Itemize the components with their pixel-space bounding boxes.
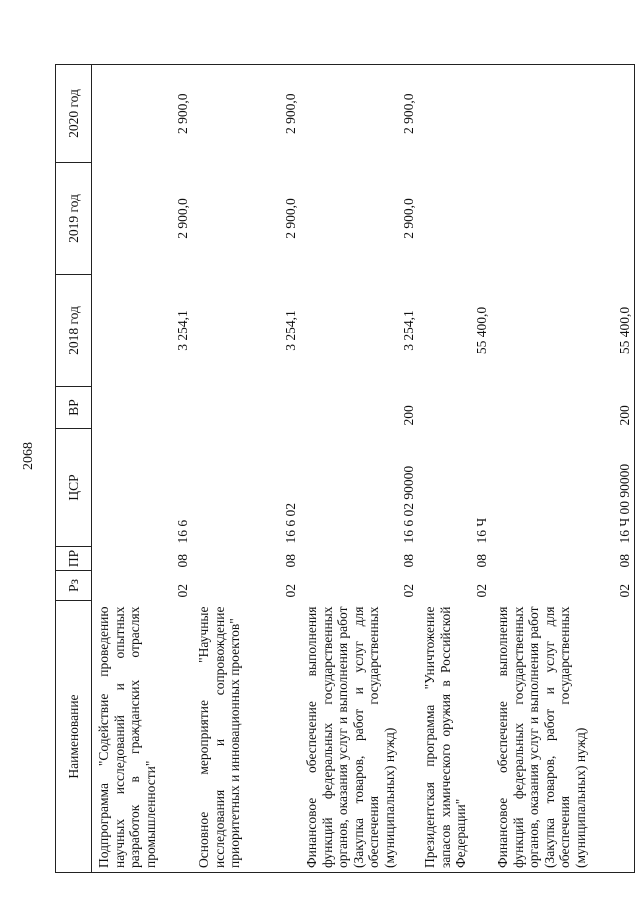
row-2018: 55 400,0 [473, 306, 489, 355]
header-name: Наименование [56, 601, 92, 873]
row-2019 [491, 163, 635, 275]
header-2018: 2018 год [56, 275, 92, 387]
row-name: Финансовое обеспечение выполнения функций федеральных государственных органов, оказания услуг и выполнения работ (Закупка товаров, работ и услуг для обеспечения государственных (муниципальных) нужд) [300, 601, 418, 873]
row-2019: 2 900,0 [174, 198, 190, 239]
row-2018: 3 254,1 [400, 310, 416, 351]
row-2019 [418, 163, 491, 275]
row-rz: 02 [174, 584, 190, 598]
row-pr: 08 [282, 554, 298, 568]
table-row [300, 65, 418, 873]
row-pr: 08 [491, 547, 635, 571]
row-vr [192, 387, 300, 429]
row-vr: 200 [491, 387, 635, 429]
row-2019: 2 900,0 [282, 198, 298, 239]
row-csr: 16 Ч 00 90000 [491, 429, 635, 547]
table-row [192, 65, 300, 873]
row-rz: 02 [473, 584, 489, 598]
budget-table [55, 64, 635, 873]
row-vr [418, 387, 491, 429]
row-csr: 16 Ч [473, 517, 489, 544]
row-2020 [418, 65, 491, 163]
row-2018: 55 400,0 [491, 275, 635, 387]
row-csr: 16 6 [174, 519, 190, 544]
row-vr: 200 [400, 405, 416, 426]
row-vr [92, 387, 193, 429]
row-name: Финансовое обеспечение выполнения функций федеральных государственных органов, оказания услуг и выполнения работ (Закупка товаров, работ и услуг для обеспечения государственных (муниципальных) нужд) [491, 601, 635, 873]
header-2019: 2019 год [56, 163, 92, 275]
row-rz: 02 [491, 571, 635, 601]
budget-table-rotated [55, 65, 632, 873]
header-pr: ПР [56, 547, 92, 571]
row-rz: 02 [400, 584, 416, 598]
header-csr: ЦСР [56, 429, 92, 547]
budget-table-frame [55, 65, 632, 873]
table-row [418, 65, 491, 873]
table-row [92, 65, 193, 873]
row-2020 [491, 65, 635, 163]
row-2018: 3 254,1 [174, 310, 190, 351]
row-csr: 16 6 02 [282, 503, 298, 544]
row-name: Подпрограмма "Содействие проведению научных исследований и опытных разработок в гражданских отраслях промышленности" [92, 601, 193, 873]
row-2020: 2 900,0 [300, 65, 418, 163]
row-pr: 08 [473, 554, 489, 568]
row-2019: 2 900,0 [400, 198, 416, 239]
page-number [20, 430, 50, 470]
row-pr: 08 [174, 554, 190, 568]
header-2020: 2020 год [56, 65, 92, 163]
row-2020: 2 900,0 [192, 65, 300, 163]
row-name: Основное мероприятие "Научные исследования и сопровождение приоритетных и инновационных проектов" [192, 601, 300, 873]
table-row [491, 65, 635, 873]
page-number-text: 2068 [21, 442, 36, 470]
row-2020: 2 900,0 [92, 65, 193, 163]
row-rz: 02 [282, 584, 298, 598]
header-vr: ВР [56, 387, 92, 429]
header-rz: Рз [56, 571, 92, 601]
row-csr: 16 6 02 90000 [400, 465, 416, 544]
row-2018: 3 254,1 [282, 310, 298, 351]
row-name: Президентская программа "Уничтожение запасов химического оружия в Российской Федерации" [418, 601, 491, 873]
row-pr: 08 [400, 554, 416, 568]
table-header-row [56, 65, 92, 873]
